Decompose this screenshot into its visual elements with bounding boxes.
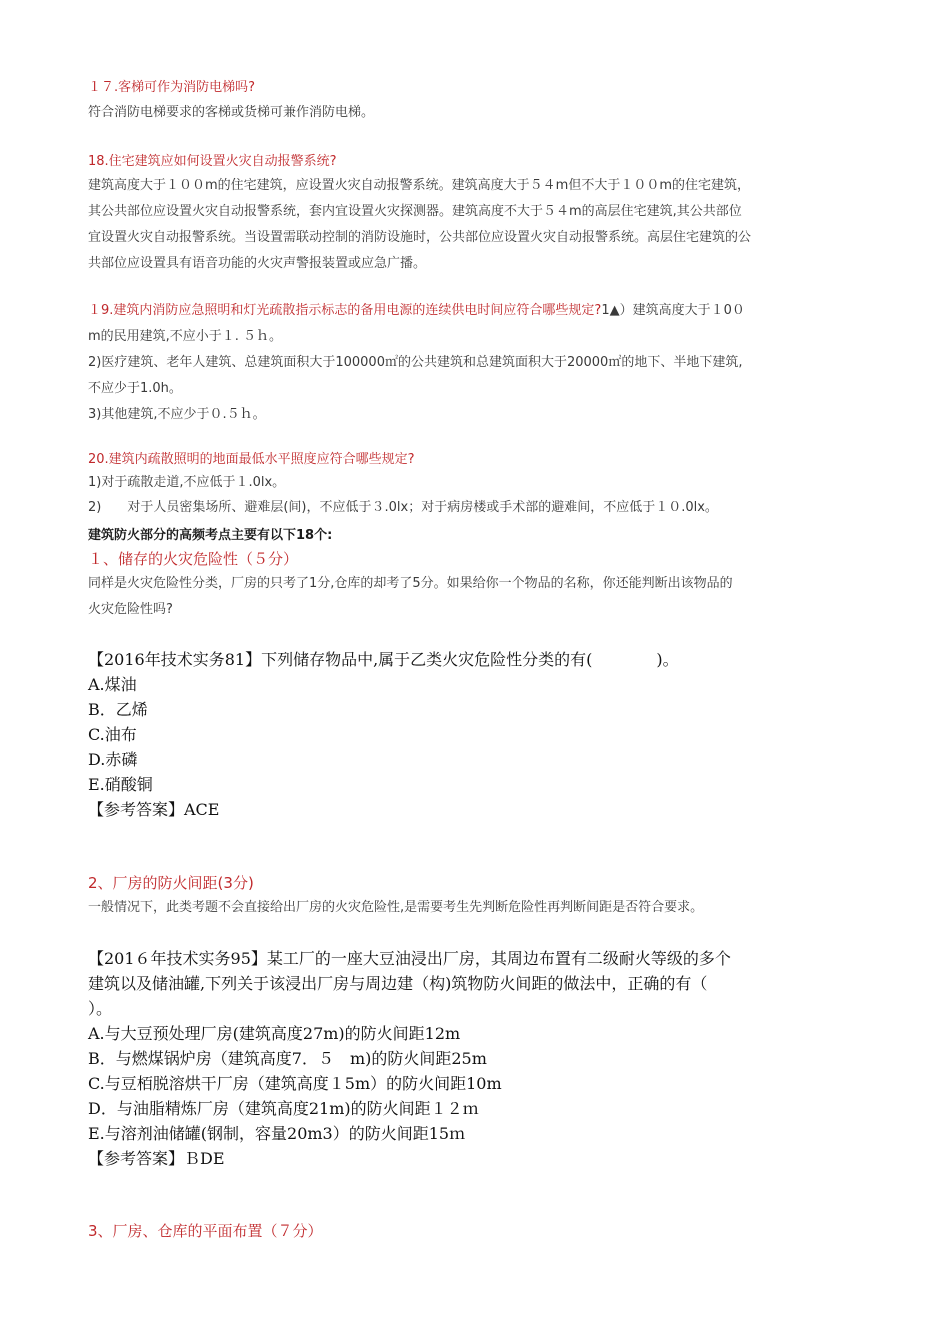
option-e: E.与溶剂油储罐(钢制，容量20m3）的防火间距15ｍ xyxy=(88,1124,466,1143)
example-1-answer: 【参考答案】ACE xyxy=(88,800,220,819)
question-17-title: １７.客梯可作为消防电梯吗? xyxy=(88,80,256,95)
example-2-question-line: 【201６年技术实务95】某工厂的一座大豆油浸出厂房，其周边布置有二级耐火等级的多个 xyxy=(88,949,731,968)
example-2-question-line: 建筑以及储油罐,下列关于该浸出厂房与周边建（构)筑物防火间距的做法中，正确的有（ xyxy=(88,974,708,993)
text-line: 火灾危险性吗? xyxy=(88,602,173,617)
question-20-answer xyxy=(88,470,863,520)
answer-line: 共部位应设置具有语音功能的火灾声警报装置或应急广播。 xyxy=(88,256,427,271)
question-18-title: 18.住宅建筑应如何设置火灾自动报警系统? xyxy=(88,154,337,169)
question-20-title: 20.建筑内疏散照明的地面最低水平照度应符合哪些规定? xyxy=(88,452,415,467)
example-2-answer: 【参考答案】ＢDE xyxy=(88,1149,225,1168)
question-17-answer: 符合消防电梯要求的客梯或货梯可兼作消防电梯。 xyxy=(88,105,375,120)
option-c: C.油布 xyxy=(88,725,137,744)
section-2-title: 2、厂房的防火间距(3分) xyxy=(88,874,254,892)
option-b: B．乙烯 xyxy=(88,700,148,719)
question-18-answer xyxy=(88,173,863,277)
section-1-title: １、储存的火灾危险性（５分） xyxy=(88,550,299,568)
answer-line: 3)其他建筑,不应少于０.５ｈ。 xyxy=(88,407,266,422)
question-19 xyxy=(88,298,863,428)
answer-line: 宜设置火灾自动报警系统。当设置需联动控制的消防设施时，公共部位应设置火灾自动报警系统。高层住宅建筑的公 xyxy=(88,230,752,245)
option-d: D.赤磷 xyxy=(88,750,138,769)
answer-line: 建筑高度大于１００m的住宅建筑，应设置火灾自动报警系统。建筑高度大于５４m但不大于１００m的住宅建筑， xyxy=(88,178,750,193)
example-2-question-line: ）。 xyxy=(88,999,113,1018)
answer-line: 其公共部位应设置火灾自动报警系统，套内宜设置火灾探测器。建筑高度不大于５４m的高层住宅建筑,其公共部位 xyxy=(88,204,742,219)
example-2 xyxy=(88,946,863,1171)
option-a: A.煤油 xyxy=(88,675,137,694)
answer-line: 2) 对于人员密集场所、避难层(间)，不应低于３.0lx；对于病房楼或手术部的避难间，不应低于１０.0lx。 xyxy=(88,500,718,515)
question-19-title: １9.建筑内消防应急照明和灯光疏散指示标志的备用电源的连续供电时间应符合哪些规定? xyxy=(88,303,602,318)
option-a: A.与大豆预处理厂房(建筑高度27m)的防火间距12m xyxy=(88,1024,461,1043)
section-2-text: 一般情况下，此类考题不会直接给出厂房的火灾危险性,是需要考生先判断危险性再判断间距是否符合要求。 xyxy=(88,900,704,915)
example-1-question: 【2016年技术实务81】下列储存物品中,属于乙类火灾危险性分类的有( )。 xyxy=(88,650,679,669)
answer-line: 1)对于疏散走道,不应低于１.0lx。 xyxy=(88,475,286,490)
section-3-title: 3、厂房、仓库的平面布置（７分） xyxy=(88,1222,323,1240)
text-line: 同样是火灾危险性分类，厂房的只考了1分,仓库的却考了5分。如果给你一个物品的名称，你还能判断出该物品的 xyxy=(88,576,733,591)
option-b: B．与燃煤锅炉房（建筑高度7．５ m)的防火间距25m xyxy=(88,1049,487,1068)
question-19-first-rule: 1▲）建筑高度大于１0０ xyxy=(601,303,745,318)
answer-line: 不应少于1.0h。 xyxy=(88,381,182,396)
example-1 xyxy=(88,647,863,822)
answer-line: m的民用建筑,不应小于１. ５ｈ。 xyxy=(88,329,283,344)
section-1-text xyxy=(88,571,863,623)
answer-line: 2)医疗建筑、老年人建筑、总建筑面积大于100000㎡的公共建筑和总建筑面积大于20000㎡的地下、半地下建筑, xyxy=(88,355,743,370)
option-d: D．与油脂精炼厂房（建筑高度21m)的防火间距１２ｍ xyxy=(88,1099,479,1118)
option-c: C.与豆栢脱溶烘干厂房（建筑高度１5m）的防火间距10m xyxy=(88,1074,502,1093)
intro-heading: 建筑防火部分的高频考点主要有以下18个: xyxy=(88,528,333,543)
option-e: E.硝酸铜 xyxy=(88,775,153,794)
